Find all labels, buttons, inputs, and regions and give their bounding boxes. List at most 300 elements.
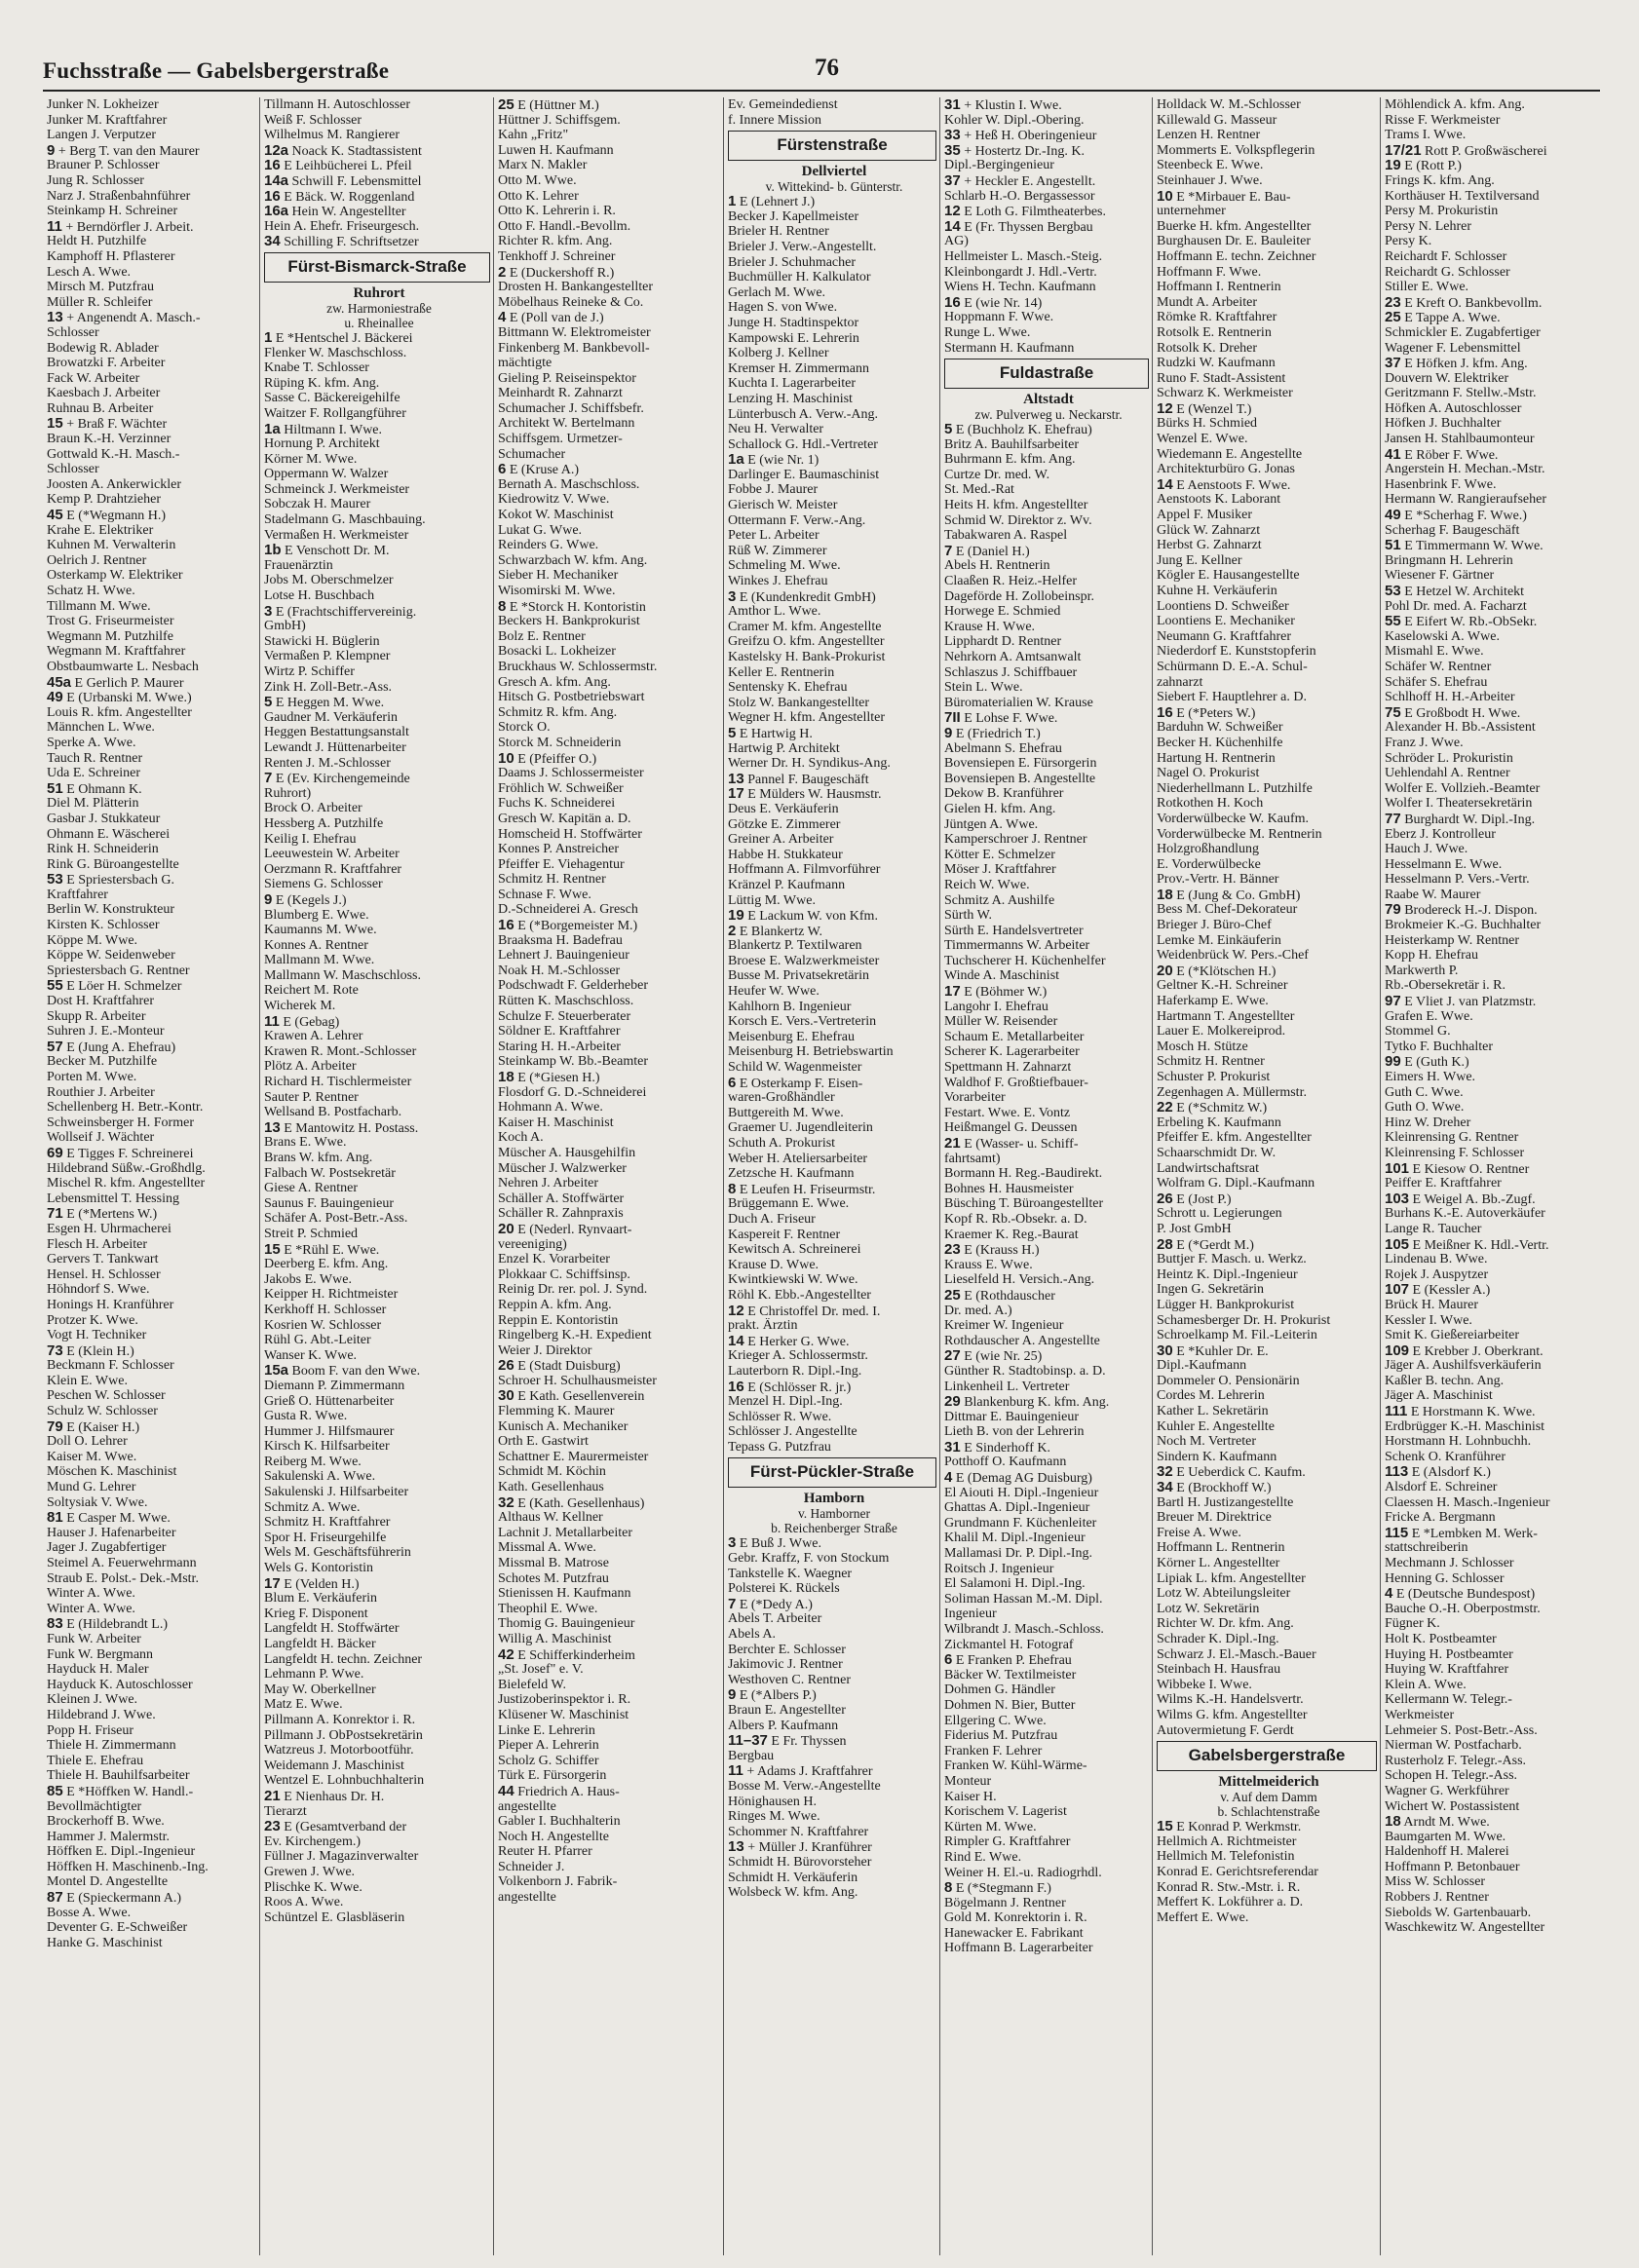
entry-text: E Meißner K. Hdl.-Vertr.	[1409, 1237, 1549, 1253]
directory-entry	[498, 1784, 724, 1799]
directory-entry	[47, 1328, 259, 1343]
house-number: 30	[498, 1388, 515, 1405]
directory-entry	[1157, 994, 1381, 1009]
directory-entry	[728, 756, 940, 772]
directory-entry	[944, 772, 1153, 787]
directory-entry	[498, 1540, 724, 1556]
entry-text: Thiele E. Ehefrau	[47, 1753, 144, 1768]
entry-text: Schattner E. Maurermeister	[498, 1449, 649, 1464]
entry-text: Claessen H. Masch.-Ingenieur	[1385, 1494, 1550, 1510]
entry-text: E Großbodt H. Wwe.	[1400, 705, 1521, 721]
entry-text: Pillmann A. Konrektor i. R.	[264, 1712, 416, 1727]
entry-text: Cordes M. Lehrerin	[1157, 1388, 1265, 1404]
house-number: 23	[1385, 294, 1401, 311]
directory-entry	[498, 1358, 724, 1374]
directory-entry	[47, 1768, 259, 1784]
entry-text: E. Vorderwülbecke	[1157, 856, 1261, 872]
entry-text: Wilms G. kfm. Angestellter	[1157, 1707, 1308, 1722]
directory-entry	[47, 128, 259, 143]
directory-entry	[728, 862, 940, 878]
entry-text: Waldhof F. Großtiefbauer-	[944, 1075, 1088, 1090]
entry-text: Diel M. Plätterin	[47, 796, 139, 812]
directory-entry	[728, 1871, 940, 1886]
directory-entry	[944, 468, 1153, 483]
entry-text: Franken F. Lehrer	[944, 1743, 1043, 1758]
entry-text: Lipiak L. kfm. Angestellter	[1157, 1570, 1306, 1586]
directory-entry	[264, 999, 494, 1014]
entry-text: Alsdorf E. Schreiner	[1385, 1480, 1498, 1495]
entry-text: Orth E. Gastwirt	[498, 1434, 589, 1450]
directory-entry	[1385, 401, 1601, 417]
directory-entry	[944, 1228, 1153, 1243]
directory-entry	[264, 1318, 494, 1334]
entry-text: Schmidt H. Bürovorsteher	[728, 1854, 872, 1870]
entry-text: Busse M. Privatsekretärin	[728, 968, 870, 984]
directory-entry	[264, 173, 494, 189]
directory-entry	[728, 240, 940, 255]
directory-entry	[1385, 477, 1601, 493]
entry-text: Daams J. Schlossermeister	[498, 766, 644, 781]
directory-entry	[1157, 310, 1381, 325]
directory-entry	[498, 1222, 724, 1237]
entry-text: Becker H. Küchenhilfe	[1157, 735, 1283, 750]
house-number: 25	[944, 1287, 961, 1304]
entry-text: Monteur	[944, 1773, 992, 1789]
entry-text: Bodewig R. Ablader	[47, 340, 159, 356]
house-number: 105	[1385, 1236, 1410, 1253]
directory-entry	[47, 325, 259, 341]
directory-entry	[944, 1000, 1153, 1015]
directory-entry	[498, 1647, 724, 1663]
directory-entry	[264, 1272, 494, 1288]
directory-entry	[728, 376, 940, 392]
entry-text: E (Demag AG Duisburg)	[952, 1471, 1092, 1486]
directory-entry	[1385, 1298, 1601, 1313]
entry-text: E (Jung & Co. GmbH)	[1172, 888, 1301, 903]
entry-text: Horwege E. Schmied	[944, 604, 1061, 620]
directory-entry	[498, 477, 724, 493]
directory-entry	[728, 1839, 940, 1855]
directory-entry	[1157, 386, 1381, 401]
directory-entry	[498, 1754, 724, 1769]
entry-text: Steinhauer J. Wwe.	[1157, 172, 1263, 188]
directory-entry	[1157, 1662, 1381, 1678]
house-number: 15	[1157, 1819, 1173, 1834]
entry-text: Reppin E. Kontoristin	[498, 1312, 619, 1328]
directory-entry	[1157, 1678, 1381, 1693]
directory-entry	[1157, 675, 1381, 691]
entry-text: Wilms K.-H. Handelsvertr.	[1157, 1692, 1304, 1708]
entry-text: Kiedrowitz V. Wwe.	[498, 492, 610, 508]
entry-text: E Lohse F. Wwe.	[960, 711, 1058, 726]
directory-entry	[1385, 1161, 1601, 1177]
entry-text: Gasbar J. Stukkateur	[47, 811, 161, 826]
directory-entry	[1385, 1191, 1601, 1207]
directory-entry	[1157, 1343, 1381, 1359]
entry-text: Schmid W. Direktor z. Wv.	[944, 512, 1092, 528]
directory-entry	[728, 544, 940, 559]
directory-entry	[498, 1298, 724, 1313]
entry-text: E (Duckershoff R.)	[506, 265, 615, 281]
directory-entry	[944, 1486, 1153, 1501]
entry-text: Körner M. Wwe.	[264, 451, 358, 467]
directory-entry	[47, 1343, 259, 1359]
entry-text: Brans E. Wwe.	[264, 1135, 347, 1151]
directory-entry	[728, 1440, 940, 1455]
entry-text: Rothdauscher A. Angestellte	[944, 1333, 1100, 1348]
entry-text: E (Gesamtverband der	[280, 1820, 407, 1834]
directory-entry	[264, 680, 494, 696]
directory-entry	[1385, 781, 1601, 797]
directory-entry	[944, 954, 1153, 969]
entry-text: E Ueberdick C. Kaufm.	[1172, 1465, 1306, 1481]
directory-entry	[728, 1611, 940, 1627]
directory-entry	[498, 1738, 724, 1754]
entry-text: Blumberg E. Wwe.	[264, 907, 369, 923]
entry-text: E Christoffel Dr. med. I.	[743, 1304, 881, 1319]
entry-text: Lotz W. Abteilungsleiter	[1157, 1586, 1291, 1602]
directory-entry	[1157, 964, 1381, 979]
entry-text: Siebert F. Hauptlehrer a. D.	[1157, 690, 1307, 705]
entry-text: Stienissen H. Kaufmann	[498, 1586, 631, 1602]
entry-text: Lehmann P. Wwe.	[264, 1667, 364, 1682]
entry-text: + Heß H. Oberingenieur	[960, 129, 1097, 143]
entry-text: Jung E. Kellner	[1157, 552, 1242, 568]
entry-text: Becker J. Kapellmeister	[728, 208, 859, 224]
entry-text: Hoffmann B. Lagerarbeiter	[944, 1941, 1093, 1956]
entry-text: Jakimovic J. Rentner	[728, 1657, 843, 1673]
directory-entry	[1385, 842, 1601, 857]
directory-entry	[47, 447, 259, 463]
directory-entry	[498, 1586, 724, 1602]
entry-text: E *Kuhler Dr. E.	[1172, 1343, 1269, 1359]
directory-entry	[1157, 1388, 1381, 1404]
entry-text: Wirtz P. Schiffer	[264, 664, 355, 679]
column-7	[1380, 97, 1601, 2255]
directory-entry	[728, 1136, 940, 1152]
entry-text: Lauterborn R. Dipl.-Ing.	[728, 1363, 862, 1379]
directory-entry	[1385, 538, 1601, 553]
directory-entry	[1385, 143, 1601, 159]
directory-entry	[498, 964, 724, 979]
entry-text: Esgen H. Uhrmacherei	[47, 1221, 172, 1236]
house-number: 15	[264, 1241, 281, 1258]
entry-text: Wicherek M.	[264, 999, 336, 1014]
entry-text: Gabler I. Buchhalterin	[498, 1814, 621, 1830]
entry-text: Gusta R. Wwe.	[264, 1409, 348, 1424]
entry-text: Lewandt J. Hüttenarbeiter	[264, 739, 406, 755]
entry-text: Hohmann A. Wwe.	[498, 1100, 603, 1115]
header-rule	[43, 90, 1600, 92]
entry-text: Dekow B. Kranführer	[944, 786, 1064, 802]
house-number: 23	[944, 1242, 961, 1258]
directory-entry	[47, 781, 259, 797]
entry-text: D.-Schneiderei A. Gresch	[498, 902, 638, 918]
entry-text: Fobbe J. Maurer	[728, 482, 819, 498]
directory-entry	[47, 1085, 259, 1101]
house-number: 7	[944, 543, 953, 559]
entry-text: Tankstelle K. Waegner	[728, 1566, 853, 1581]
directory-entry	[1385, 1814, 1601, 1830]
directory-entry	[264, 1257, 494, 1272]
directory-entry	[264, 391, 494, 406]
directory-entry	[498, 948, 724, 964]
entry-text: E Weigel A. Bb.-Zugf.	[1409, 1191, 1536, 1207]
house-number: 27	[944, 1348, 961, 1364]
directory-entry	[498, 902, 724, 918]
entry-text: Schäller R. Zahnpraxis	[498, 1206, 624, 1222]
directory-entry	[498, 1313, 724, 1329]
house-number: 4	[944, 1470, 953, 1486]
directory-entry	[47, 1510, 259, 1526]
entry-text: Hensel. H. Schlosser	[47, 1266, 161, 1282]
directory-entry	[1385, 1252, 1601, 1267]
directory-entry	[264, 482, 494, 498]
house-number: 13	[47, 310, 63, 325]
directory-entry	[1385, 1480, 1601, 1495]
entry-text: Kopf R. Rb.-Obsekr. a. D.	[944, 1211, 1087, 1227]
entry-text: Siemens G. Schlosser	[264, 877, 383, 892]
house-number: 26	[1157, 1191, 1173, 1207]
directory-entry	[1385, 1434, 1601, 1450]
directory-entry	[47, 1860, 259, 1875]
directory-entry	[944, 1304, 1153, 1319]
entry-text: Nagel O. Prokurist	[1157, 766, 1260, 781]
entry-text: E (Fr. Thyssen Bergbau	[960, 219, 1093, 235]
entry-text: Thiele H. Bauhilfsarbeiter	[47, 1768, 190, 1784]
entry-text: Kosrien W. Schlosser	[264, 1317, 382, 1333]
directory-entry	[47, 842, 259, 857]
directory-entry	[47, 492, 259, 508]
entry-text: Höffken E. Dipl.-Ingenieur	[47, 1844, 196, 1860]
directory-entry	[728, 1657, 940, 1673]
entry-text: Schlösser R. Wwe.	[728, 1409, 832, 1424]
entry-text: Heggen Bestattungsanstalt	[264, 725, 409, 740]
directory-entry	[47, 1267, 259, 1283]
entry-text: Bolz E. Rentner	[498, 628, 586, 644]
directory-entry	[944, 786, 1153, 802]
entry-text: Browatzki F. Arbeiter	[47, 356, 166, 371]
directory-entry	[498, 1237, 724, 1253]
directory-entry	[47, 1602, 259, 1617]
directory-entry	[264, 1409, 494, 1424]
directory-entry	[944, 325, 1153, 341]
entry-text: E Blankertz W.	[736, 924, 822, 939]
directory-entry	[944, 1834, 1153, 1850]
directory-entry	[498, 1556, 724, 1571]
entry-text: Schaarschmidt Dr. W.	[1157, 1145, 1277, 1160]
entry-text: Wisomirski M. Wwe.	[498, 584, 616, 598]
entry-text: Hoffmann I. Rentnerin	[1157, 280, 1281, 295]
directory-entry	[728, 1348, 940, 1364]
directory-entry	[1157, 1328, 1381, 1343]
entry-text: Angerstein H. Mechan.-Mstr.	[1385, 462, 1545, 477]
entry-text: Hoppmann F. Wwe.	[944, 310, 1054, 325]
entry-text: Grewen J. Wwe.	[264, 1864, 356, 1879]
entry-text: Khalil M. Dipl.-Ingenieur	[944, 1531, 1086, 1546]
directory-entry	[47, 1738, 259, 1754]
entry-text: Hoffmann F. Wwe.	[1157, 264, 1262, 280]
entry-text: Lenzing H. Maschinist	[728, 391, 853, 406]
house-number: 17	[944, 984, 961, 1000]
entry-text: Sperke A. Wwe.	[47, 735, 136, 750]
directory-entry	[944, 984, 1153, 1000]
directory-entry	[944, 1106, 1153, 1121]
street-heading: Fuldastraße	[944, 359, 1149, 389]
entry-text: E (Pfeiffer O.)	[514, 751, 597, 767]
entry-text: Jäger A. Aushilfsverkäuferin	[1385, 1358, 1542, 1374]
entry-text: Brans W. kfm. Ang.	[264, 1151, 373, 1165]
entry-text: Buttgereith M. Wwe.	[728, 1105, 844, 1120]
house-number: 11–37	[728, 1733, 768, 1749]
directory-entry	[1157, 812, 1381, 827]
entry-text: Dipl.-Bergingenieur	[944, 158, 1054, 173]
directory-entry	[47, 1313, 259, 1329]
entry-text: Braaksma H. Badefrau	[498, 932, 623, 948]
directory-entry	[1157, 766, 1381, 781]
directory-entry	[47, 1678, 259, 1693]
entry-text: Lehmeier S. Post-Betr.-Ass.	[1385, 1722, 1538, 1738]
entry-text: Lünterbusch A. Verw.-Ang.	[728, 406, 878, 422]
directory-entry	[944, 158, 1153, 173]
entry-text: Flesch H. Arbeiter	[47, 1236, 148, 1252]
directory-entry	[1385, 1556, 1601, 1571]
directory-entry	[728, 1334, 940, 1349]
house-number: 6	[728, 1075, 737, 1091]
directory-entry	[498, 128, 724, 143]
directory-entry	[1385, 675, 1601, 691]
directory-entry	[47, 584, 259, 599]
directory-entry	[498, 1374, 724, 1389]
directory-entry	[944, 924, 1153, 939]
directory-entry	[1385, 1799, 1601, 1815]
entry-text: Dost H. Kraftfahrer	[47, 994, 155, 1009]
house-number: 34	[264, 234, 281, 249]
directory-entry	[264, 158, 494, 173]
entry-text: Barduhn W. Schweißer	[1157, 720, 1283, 736]
entry-text: Krahe E. Elektriker	[47, 522, 154, 538]
entry-text: Schulze F. Steuerberater	[498, 1008, 631, 1024]
entry-text: Schmitz H. Kraftfahrer	[264, 1515, 391, 1531]
directory-entry	[1385, 432, 1601, 447]
entry-text: E (Poll van de J.)	[506, 311, 604, 325]
house-number: 14	[1157, 476, 1173, 493]
directory-entry	[728, 665, 940, 681]
entry-text: Darlinger E. Baumaschinist	[728, 467, 880, 482]
directory-entry	[47, 1708, 259, 1723]
entry-text: + Braß F. Wächter	[62, 417, 168, 433]
house-number: 75	[1385, 704, 1401, 721]
street-heading: Fürstenstraße	[728, 131, 936, 161]
directory-entry	[728, 1090, 940, 1106]
entry-text: + Heckler E. Angestellt.	[960, 173, 1096, 189]
directory-entry	[944, 1030, 1153, 1045]
directory-entry	[47, 204, 259, 219]
entry-text: Hein A. Ehefr. Friseurgesch.	[264, 218, 420, 234]
entry-text: Deus E. Verkäuferin	[728, 801, 839, 816]
directory-entry	[498, 386, 724, 401]
entry-text: Schuster P. Prokurist	[1157, 1070, 1271, 1084]
directory-entry	[264, 128, 494, 143]
directory-entry	[944, 234, 1153, 249]
entry-text: E (Hildebrandt L.)	[62, 1617, 168, 1632]
directory-entry	[498, 310, 724, 325]
house-number: 23	[264, 1819, 281, 1834]
entry-text: Hayduck H. Maler	[47, 1662, 149, 1678]
directory-entry	[264, 219, 494, 235]
entry-text: Ruhnau B. Arbeiter	[47, 400, 154, 416]
entry-text: Schmickler E. Zugabfertiger	[1385, 324, 1541, 340]
entry-text: Wanser K. Wwe.	[264, 1347, 358, 1363]
directory-entry	[1157, 1252, 1381, 1267]
entry-text: Schlosser	[47, 324, 99, 340]
entry-text: Tytko F. Buchhalter	[1385, 1039, 1494, 1054]
directory-entry	[47, 1632, 259, 1647]
directory-entry	[47, 1450, 259, 1465]
entry-text: Fuchs K. Schneiderei	[498, 796, 616, 812]
entry-text: prakt. Ärztin	[728, 1318, 798, 1334]
directory-entry	[498, 538, 724, 553]
directory-entry	[498, 599, 724, 615]
entry-text: Krauss E. Wwe.	[944, 1257, 1033, 1272]
district-name: Dellviertel	[801, 164, 867, 180]
street-range-note: zw. Harmoniestraße	[326, 300, 432, 316]
entry-text: Greifzu O. kfm. Angestellter	[728, 634, 885, 650]
house-number: 1a	[264, 421, 281, 437]
entry-text: Schwarzbach W. kfm. Ang.	[498, 552, 648, 568]
entry-text: Broese E. Walzwerkmeister	[728, 953, 880, 968]
directory-entry	[498, 325, 724, 341]
directory-entry	[1157, 173, 1381, 189]
entry-text: Storck O.	[498, 720, 551, 736]
entry-text: Alexander H. Bb.-Assistent	[1385, 720, 1536, 736]
entry-text: Nehren J. Arbeiter	[498, 1176, 599, 1191]
house-number: 8	[944, 1880, 953, 1896]
entry-text: E Mantowitz H. Postass.	[280, 1120, 419, 1136]
entry-text: Schumacher	[498, 446, 566, 462]
directory-entry	[944, 1606, 1153, 1622]
house-number: 7II	[944, 710, 961, 726]
entry-text: Schmeinck J. Werkmeister	[264, 481, 410, 497]
entry-text: Hildebrand Süßw.-Großhdlg.	[47, 1160, 206, 1176]
entry-text: Schilling F. Schriftsetzer	[280, 235, 419, 249]
directory-entry	[498, 1419, 724, 1435]
entry-text: E (Rott P.)	[1400, 159, 1462, 173]
directory-entry	[498, 1464, 724, 1480]
directory-entry	[1385, 508, 1601, 523]
directory-entry	[264, 497, 494, 512]
entry-text: Roitsch J. Ingenieur	[944, 1561, 1054, 1576]
directory-entry	[47, 857, 259, 873]
directory-entry	[728, 1060, 940, 1076]
directory-entry	[1157, 644, 1381, 660]
entry-text: Neumann G. Kraftfahrer	[1157, 628, 1291, 644]
directory-entry	[1157, 720, 1381, 736]
directory-entry	[47, 310, 259, 325]
directory-entry	[1157, 933, 1381, 949]
entry-text: Robbers J. Rentner	[1385, 1890, 1489, 1906]
directory-entry	[1385, 614, 1601, 629]
entry-text: E (Stadt Duisburg)	[514, 1359, 621, 1374]
entry-text: Wolfer I. Theatersekretärin	[1385, 796, 1533, 812]
entry-text: E Hetzel W. Architekt	[1400, 585, 1525, 599]
directory-entry	[728, 802, 940, 817]
directory-entry	[498, 614, 724, 629]
directory-entry	[728, 726, 940, 741]
directory-entry	[1385, 1874, 1601, 1890]
directory-entry	[47, 1556, 259, 1571]
directory-entry	[1385, 1115, 1601, 1131]
